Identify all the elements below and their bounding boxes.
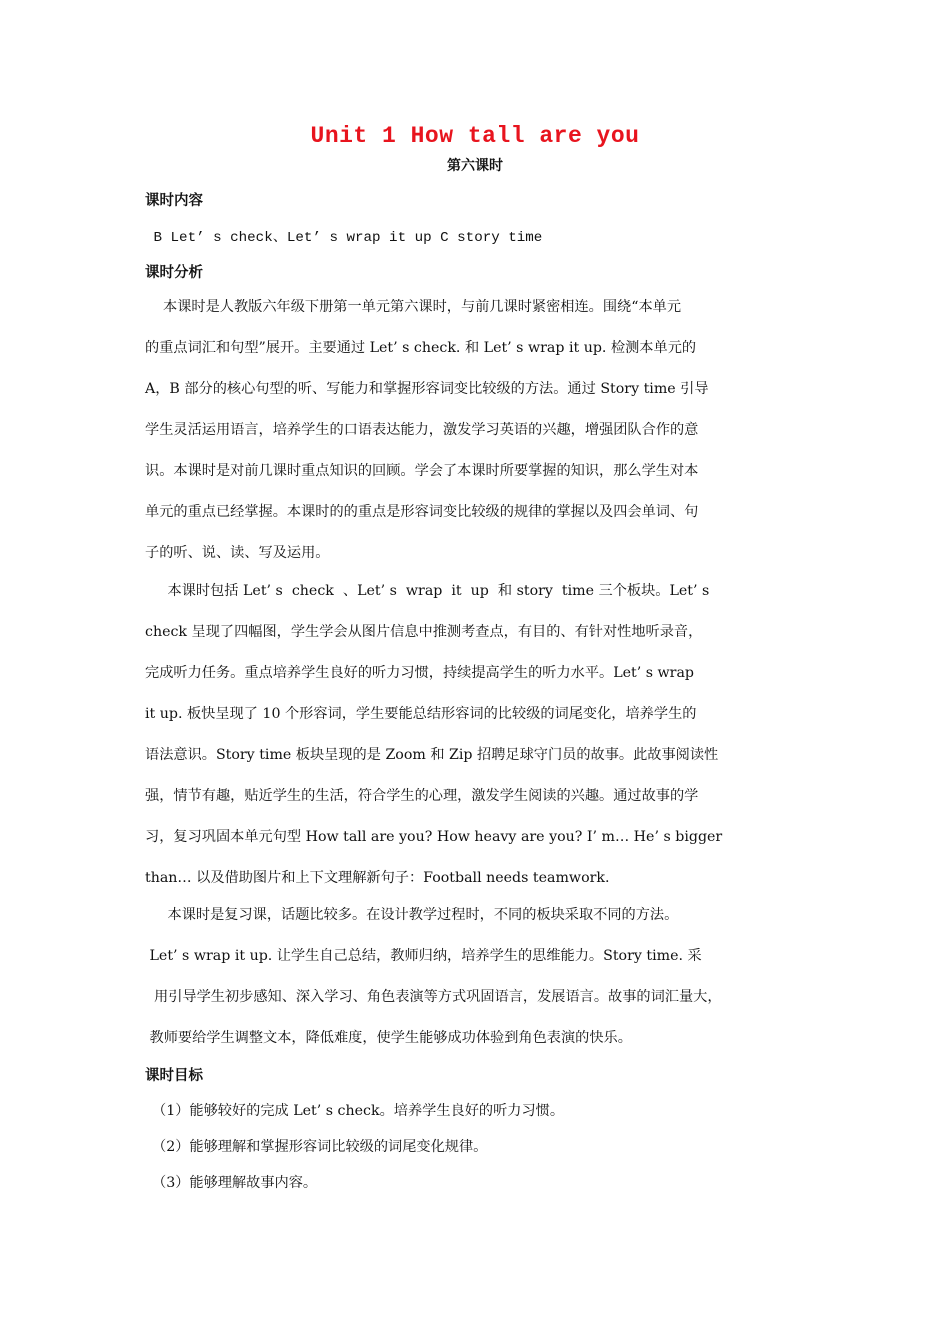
analysis-line: 子的听、说、读、写及运用。	[145, 545, 330, 561]
analysis-line: A，B 部分的核心句型的听、写能力和掌握形容词变比较级的方法。通过 Story time 引导	[145, 381, 709, 397]
analysis-line: 单元的重点已经掌握。本课时的的重点是形容词变比较级的规律的掌握以及四会单词、句	[145, 504, 699, 520]
analysis-line: it up. 板快呈现了 10 个形容词，学生要能总结形容词的比较级的词尾变化，培养学生的	[145, 706, 697, 722]
goal-item: （3）能够理解故事内容。	[152, 1175, 318, 1191]
analysis-heading: 课时分析	[145, 265, 203, 281]
analysis-line: 强，情节有趣，贴近学生的生活，符合学生的心理，激发学生阅读的兴趣。通过故事的学	[145, 788, 699, 804]
content-line: B Let’ s check、Let’ s wrap it up C story time	[145, 230, 543, 246]
lesson-subtitle: 第六课时	[447, 158, 503, 174]
analysis-line: Let’ s wrap it up. 让学生自己总结，教师归纳，培养学生的思维能力。Story time. 采	[145, 948, 702, 964]
analysis-line: 本课时是人教版六年级下册第一单元第六课时，与前几课时紧密相连。围绕“本单元	[145, 299, 682, 315]
analysis-line: check 呈现了四幅图，学生学会从图片信息中推测考查点，有目的、有针对性地听录音，	[145, 624, 703, 640]
analysis-line: than… 以及借助图片和上下文理解新句子：Football needs teamwork.	[145, 870, 610, 886]
goal-item: （2）能够理解和掌握形容词比较级的词尾变化规律。	[152, 1139, 488, 1155]
analysis-line: 用引导学生初步感知、深入学习、角色表演等方式巩固语言，发展语言。故事的词汇量大，	[145, 989, 722, 1005]
analysis-line: 本课时是复习课，话题比较多。在设计教学过程时，不同的板块采取不同的方法。	[145, 907, 679, 923]
analysis-line: 语法意识。Story time 板块呈现的是 Zoom 和 Zip 招聘足球守门员的故事。此故事阅读性	[145, 747, 719, 763]
analysis-line: 识。本课时是对前几课时重点知识的回顾。学会了本课时所要掌握的知识，那么学生对本	[145, 463, 699, 479]
analysis-line: 学生灵活运用语言，培养学生的口语表达能力，激发学习英语的兴趣，增强团队合作的意	[145, 422, 699, 438]
goals-heading: 课时目标	[145, 1068, 203, 1084]
analysis-line: 教师要给学生调整文本，降低难度，使学生能够成功体验到角色表演的快乐。	[145, 1030, 632, 1046]
analysis-line: 习，复习巩固本单元句型 How tall are you? How heavy are you? I’ m… He’ s bigger	[145, 829, 723, 845]
goal-item: （1）能够较好的完成 Let’ s check。培养学生良好的听力习惯。	[152, 1103, 565, 1119]
analysis-line: 完成听力任务。重点培养学生良好的听力习惯，持续提高学生的听力水平。Let’ s wrap	[145, 665, 694, 681]
analysis-line: 的重点词汇和句型”展开。主要通过 Let’ s check. 和 Let’ s wrap it up. 检测本单元的	[145, 340, 697, 356]
content-heading: 课时内容	[145, 193, 203, 209]
analysis-line: 本课时包括 Let’ s check 、Let’ s wrap it up 和 story time 三个板块。Let’ s	[145, 583, 710, 599]
document-title: Unit 1 How tall are you	[310, 123, 640, 149]
